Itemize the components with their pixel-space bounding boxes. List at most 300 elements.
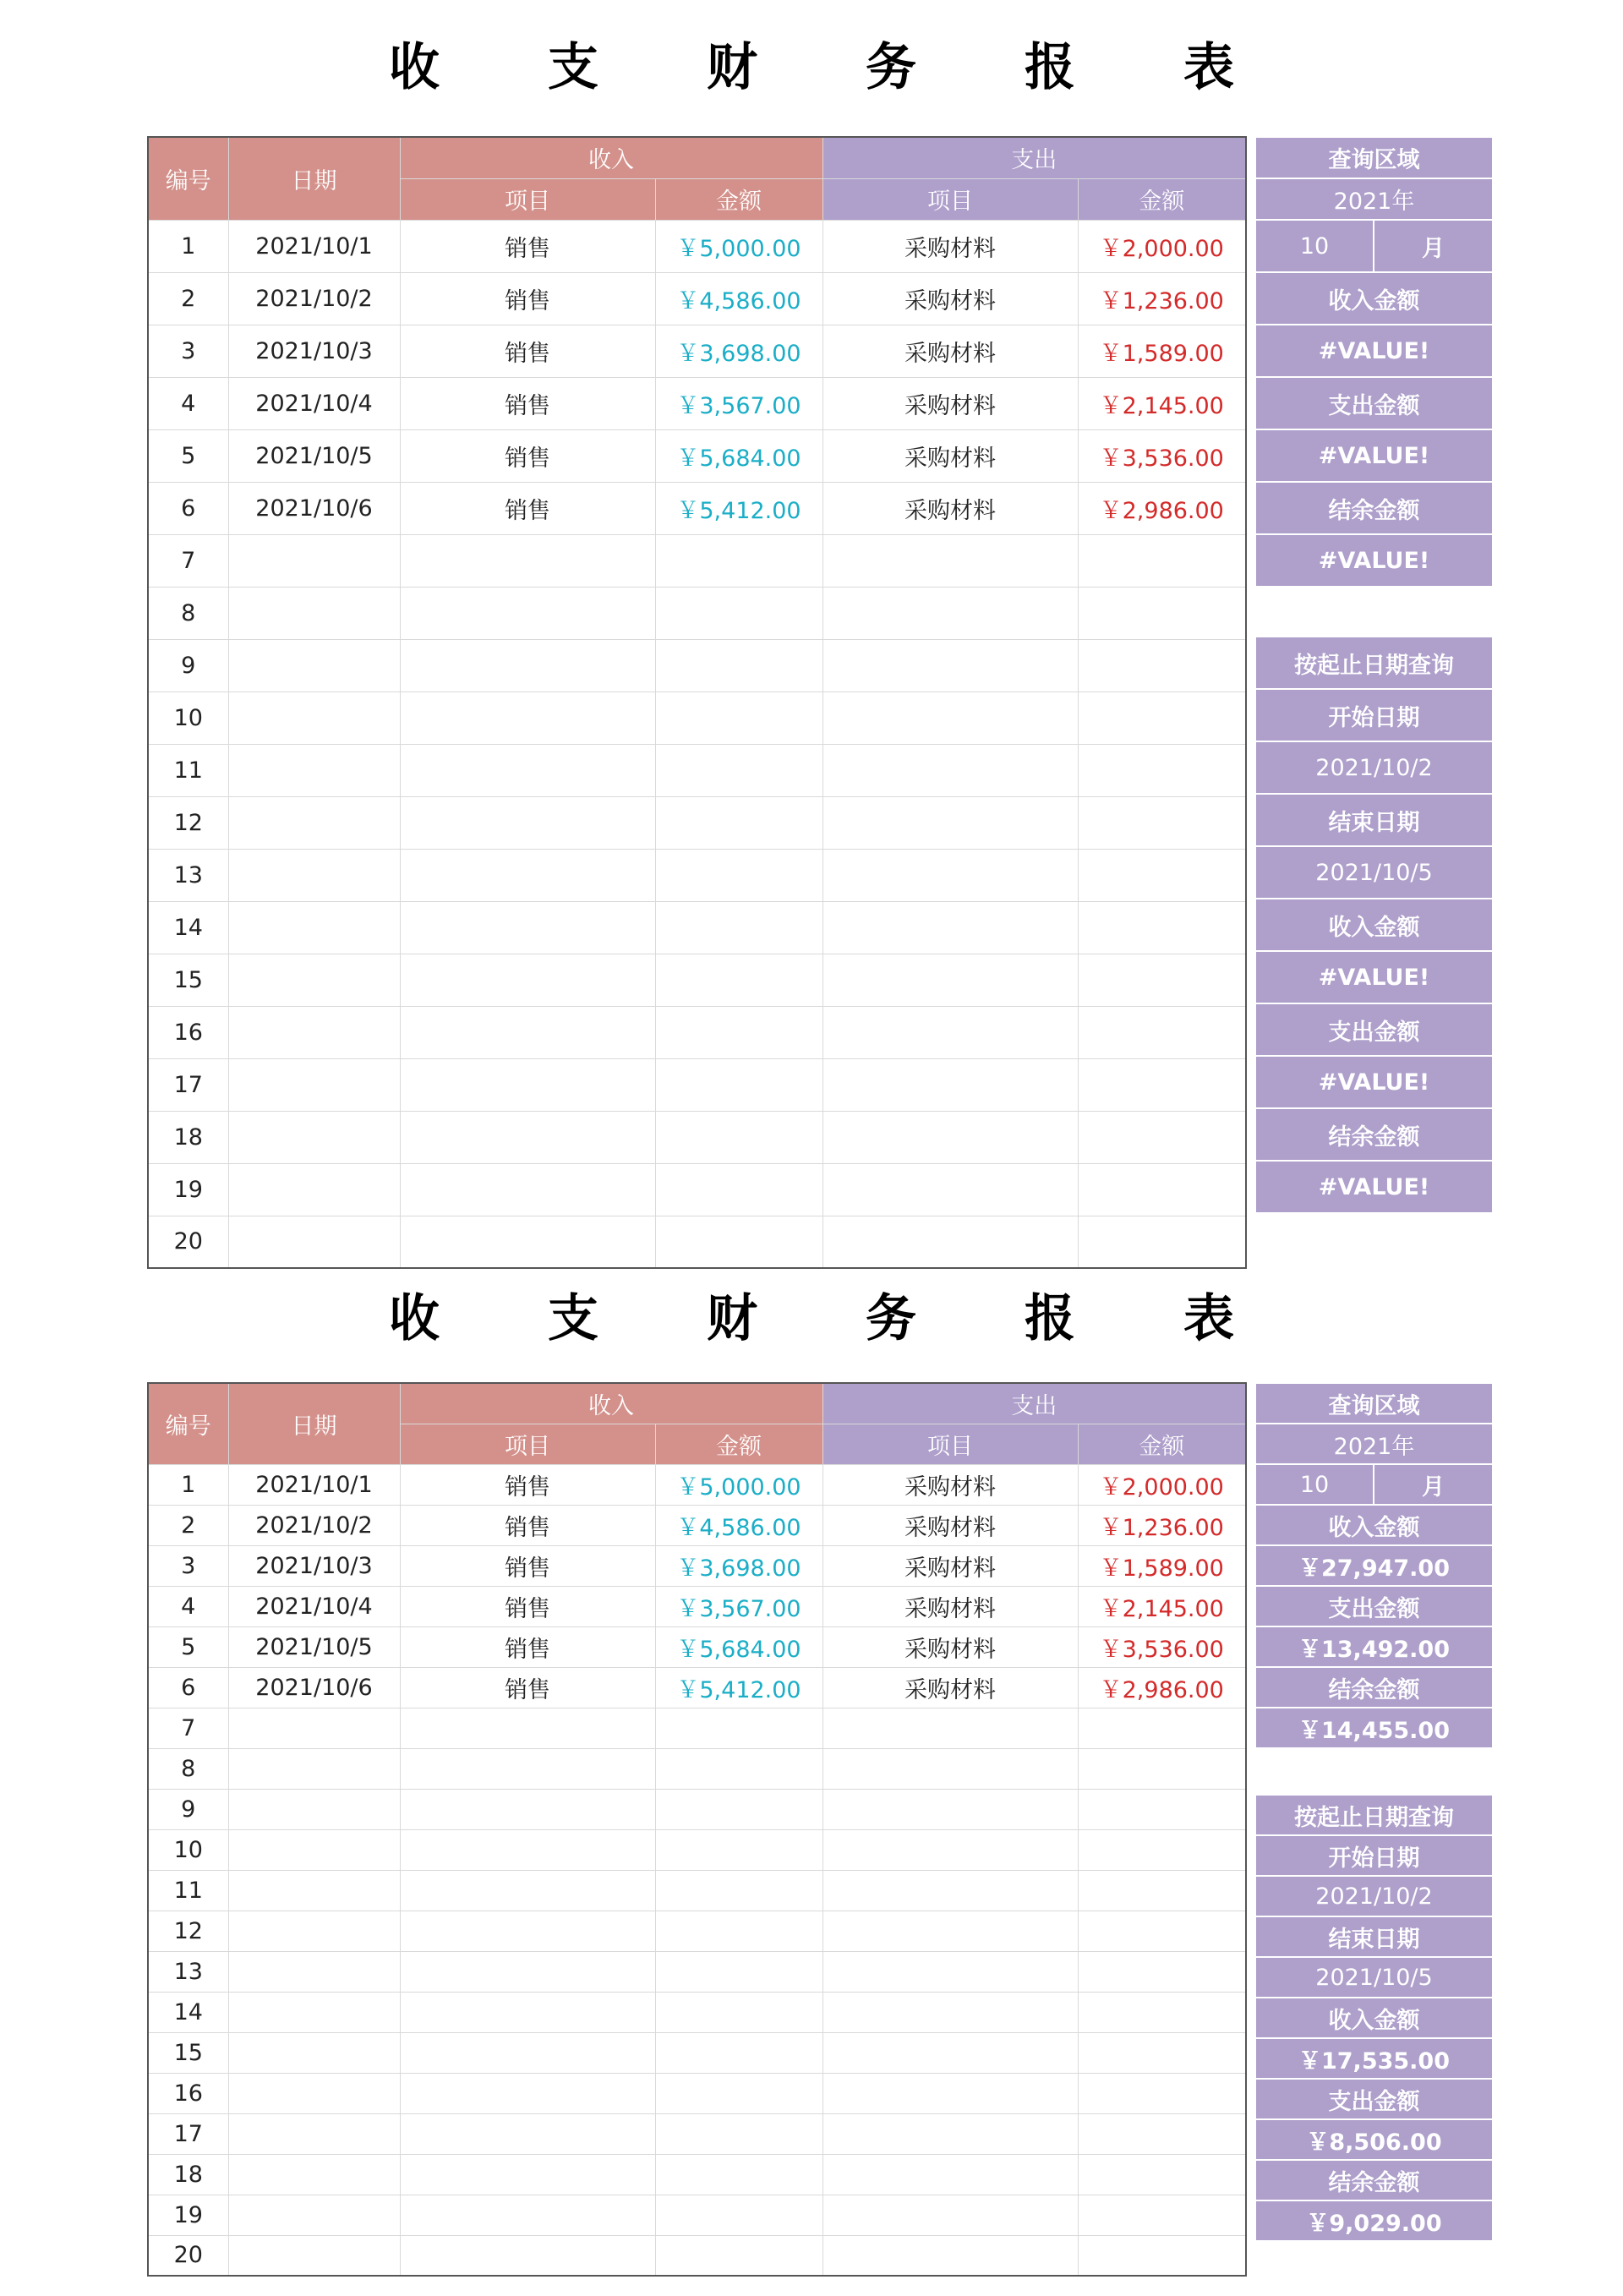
end-date-label: 结束日期	[1255, 1916, 1493, 1957]
range-balance-value: ￥9,029.00	[1255, 2200, 1493, 2241]
table-row	[148, 1626, 1246, 1667]
date-cell[interactable]	[228, 1006, 400, 1058]
month-expense-label: 支出金额	[1255, 1586, 1493, 1626]
expense-item-cell[interactable]: 采购材料	[822, 325, 1078, 377]
expense-item-cell[interactable]	[822, 744, 1078, 796]
income-amount-cell[interactable]	[655, 534, 822, 587]
income-item-cell[interactable]	[400, 2032, 655, 2073]
date-cell[interactable]	[228, 1951, 400, 1992]
expense-amount-cell[interactable]	[1078, 1748, 1246, 1789]
table-row	[148, 1911, 1246, 1951]
income-amount-cell[interactable]	[655, 954, 822, 1006]
row-number-cell[interactable]: 6	[148, 1667, 228, 1708]
income-amount-cell[interactable]	[655, 639, 822, 692]
expense-item-cell[interactable]	[822, 849, 1078, 901]
expense-item-cell[interactable]	[822, 796, 1078, 849]
income-amount-cell[interactable]	[655, 2195, 822, 2235]
row-number-cell[interactable]: 15	[148, 2032, 228, 2073]
income-item-cell[interactable]: 销售	[400, 1626, 655, 1667]
income-amount-cell[interactable]: ￥5,000.00	[655, 1464, 822, 1505]
income-item-cell[interactable]	[400, 1163, 655, 1216]
row-number-cell[interactable]: 18	[148, 2154, 228, 2195]
row-number-cell[interactable]: 11	[148, 1870, 228, 1911]
expense-amount-cell[interactable]	[1078, 1829, 1246, 1870]
income-item-cell[interactable]	[400, 692, 655, 744]
income-item-cell[interactable]	[400, 1748, 655, 1789]
table-row	[148, 2032, 1246, 2073]
range-query-title: 按起止日期查询	[1255, 1795, 1493, 1835]
expense-item-cell[interactable]: 采购材料	[822, 482, 1078, 534]
income-amount-cell[interactable]	[655, 692, 822, 744]
table-row	[148, 1464, 1246, 1505]
date-cell[interactable]	[228, 534, 400, 587]
expense-amount-cell[interactable]: ￥2,145.00	[1078, 1586, 1246, 1626]
range-balance-value: #VALUE!	[1255, 1161, 1493, 1213]
title-char: 财	[707, 38, 757, 97]
date-cell[interactable]: 2021/10/1	[228, 1464, 400, 1505]
row-number-cell[interactable]: 13	[148, 849, 228, 901]
income-amount-cell[interactable]	[655, 2113, 822, 2154]
expense-amount-cell[interactable]	[1078, 744, 1246, 796]
income-amount-cell[interactable]: ￥3,698.00	[655, 1545, 822, 1586]
end-date-value[interactable]: 2021/10/5	[1255, 1957, 1493, 1998]
row-number-cell[interactable]: 2	[148, 272, 228, 325]
expense-item-cell[interactable]	[822, 1748, 1078, 1789]
query-month[interactable]: 10	[1255, 220, 1374, 272]
expense-item-cell[interactable]	[822, 1829, 1078, 1870]
query-year[interactable]: 2021年	[1255, 1424, 1493, 1464]
date-cell[interactable]	[228, 2235, 400, 2276]
date-cell[interactable]	[228, 639, 400, 692]
expense-amount-cell[interactable]: ￥2,986.00	[1078, 1667, 1246, 1708]
row-number-cell[interactable]: 4	[148, 1586, 228, 1626]
income-amount-cell[interactable]	[655, 1829, 822, 1870]
header-income-item: 项目	[400, 178, 655, 220]
income-item-cell[interactable]	[400, 587, 655, 639]
income-item-cell[interactable]	[400, 639, 655, 692]
header-no: 编号	[148, 1383, 228, 1464]
expense-item-cell[interactable]	[822, 1058, 1078, 1111]
expense-item-cell[interactable]	[822, 2235, 1078, 2276]
expense-item-cell[interactable]	[822, 2032, 1078, 2073]
expense-amount-cell[interactable]	[1078, 901, 1246, 954]
income-amount-cell[interactable]	[655, 2235, 822, 2276]
row-number-cell[interactable]: 3	[148, 1545, 228, 1586]
title-char: 收	[389, 38, 440, 97]
date-cell[interactable]	[228, 1748, 400, 1789]
table-row	[148, 482, 1246, 534]
date-cell[interactable]: 2021/10/3	[228, 325, 400, 377]
range-income-value: ￥17,535.00	[1255, 2038, 1493, 2079]
table-row	[148, 901, 1246, 954]
expense-item-cell[interactable]: 采购材料	[822, 220, 1078, 272]
income-item-cell[interactable]: 销售	[400, 377, 655, 429]
income-item-cell[interactable]	[400, 2235, 655, 2276]
income-item-cell[interactable]: 销售	[400, 1505, 655, 1545]
row-number-cell[interactable]: 20	[148, 2235, 228, 2276]
expense-item-cell[interactable]	[822, 587, 1078, 639]
income-amount-cell[interactable]	[655, 1163, 822, 1216]
expense-item-cell[interactable]: 采购材料	[822, 1464, 1078, 1505]
expense-item-cell[interactable]: 采购材料	[822, 429, 1078, 482]
row-number-cell[interactable]: 8	[148, 587, 228, 639]
income-amount-cell[interactable]: ￥3,567.00	[655, 377, 822, 429]
income-item-cell[interactable]	[400, 849, 655, 901]
income-amount-cell[interactable]	[655, 1058, 822, 1111]
row-number-cell[interactable]: 19	[148, 1163, 228, 1216]
expense-item-cell[interactable]: 采购材料	[822, 1586, 1078, 1626]
header-income-item: 项目	[400, 1424, 655, 1464]
expense-item-cell[interactable]	[822, 2073, 1078, 2113]
table-row	[148, 1505, 1246, 1545]
row-number-cell[interactable]: 18	[148, 1111, 228, 1163]
expense-item-cell[interactable]: 采购材料	[822, 1667, 1078, 1708]
start-date-label: 开始日期	[1255, 1835, 1493, 1876]
title-char: 表	[1183, 1289, 1234, 1348]
table-row	[148, 587, 1246, 639]
income-amount-cell[interactable]: ￥3,567.00	[655, 1586, 822, 1626]
income-amount-cell[interactable]	[655, 901, 822, 954]
month-query-title: 查询区域	[1255, 137, 1493, 178]
date-cell[interactable]	[228, 1708, 400, 1748]
income-amount-cell[interactable]	[655, 1111, 822, 1163]
range-query-panel	[1254, 1794, 1494, 2242]
row-number-cell[interactable]: 13	[148, 1951, 228, 1992]
month-balance-label: 结余金额	[1255, 1667, 1493, 1708]
row-number-cell[interactable]: 10	[148, 1829, 228, 1870]
expense-amount-cell[interactable]	[1078, 954, 1246, 1006]
row-number-cell[interactable]: 5	[148, 1626, 228, 1667]
expense-item-cell[interactable]: 采购材料	[822, 1626, 1078, 1667]
expense-item-cell[interactable]	[822, 1870, 1078, 1911]
expense-amount-cell[interactable]	[1078, 2235, 1246, 2276]
date-cell[interactable]	[228, 796, 400, 849]
expense-amount-cell[interactable]	[1078, 1870, 1246, 1911]
date-cell[interactable]: 2021/10/2	[228, 272, 400, 325]
row-number-cell[interactable]: 12	[148, 796, 228, 849]
income-amount-cell[interactable]	[655, 1992, 822, 2032]
table-row	[148, 1545, 1246, 1586]
title-char: 报	[1025, 38, 1075, 97]
expense-amount-cell[interactable]	[1078, 2154, 1246, 2195]
start-date-value[interactable]: 2021/10/2	[1255, 741, 1493, 794]
expense-amount-cell[interactable]: ￥3,536.00	[1078, 1626, 1246, 1667]
date-cell[interactable]	[228, 692, 400, 744]
row-number-cell[interactable]: 9	[148, 1789, 228, 1829]
date-cell[interactable]: 2021/10/2	[228, 1505, 400, 1545]
income-amount-cell[interactable]	[655, 744, 822, 796]
range-income-value: #VALUE!	[1255, 951, 1493, 1003]
expense-item-cell[interactable]	[822, 1789, 1078, 1829]
expense-item-cell[interactable]: 采购材料	[822, 1545, 1078, 1586]
income-amount-cell[interactable]	[655, 1870, 822, 1911]
income-item-cell[interactable]	[400, 2073, 655, 2113]
date-cell[interactable]	[228, 1870, 400, 1911]
expense-item-cell[interactable]	[822, 1911, 1078, 1951]
month-income-label: 收入金额	[1255, 272, 1493, 325]
date-cell[interactable]	[228, 744, 400, 796]
table-row	[148, 1748, 1246, 1789]
title-char: 表	[1183, 38, 1234, 97]
date-cell[interactable]	[228, 1789, 400, 1829]
title-char: 务	[866, 38, 916, 97]
income-item-cell[interactable]	[400, 1789, 655, 1829]
row-number-cell[interactable]: 2	[148, 1505, 228, 1545]
income-item-cell[interactable]: 销售	[400, 325, 655, 377]
query-month[interactable]: 10	[1255, 1464, 1374, 1505]
expense-item-cell[interactable]	[822, 692, 1078, 744]
expense-amount-cell[interactable]	[1078, 2113, 1246, 2154]
row-number-cell[interactable]: 20	[148, 1216, 228, 1268]
expense-item-cell[interactable]	[822, 1111, 1078, 1163]
expense-item-cell[interactable]	[822, 2113, 1078, 2154]
expense-item-cell[interactable]	[822, 954, 1078, 1006]
expense-amount-cell[interactable]	[1078, 1163, 1246, 1216]
expense-item-cell[interactable]	[822, 1708, 1078, 1748]
date-cell[interactable]	[228, 587, 400, 639]
date-cell[interactable]	[228, 2154, 400, 2195]
table-row	[148, 639, 1246, 692]
row-number-cell[interactable]: 7	[148, 1708, 228, 1748]
header-date: 日期	[228, 1383, 400, 1464]
row-number-cell[interactable]: 14	[148, 901, 228, 954]
header-date: 日期	[228, 137, 400, 220]
date-cell[interactable]	[228, 1058, 400, 1111]
expense-item-cell[interactable]	[822, 1992, 1078, 2032]
expense-amount-cell[interactable]	[1078, 1789, 1246, 1829]
row-number-cell[interactable]: 11	[148, 744, 228, 796]
row-number-cell[interactable]: 19	[148, 2195, 228, 2235]
start-date-value[interactable]: 2021/10/2	[1255, 1876, 1493, 1916]
date-cell[interactable]: 2021/10/4	[228, 1586, 400, 1626]
income-item-cell[interactable]	[400, 1058, 655, 1111]
date-cell[interactable]: 2021/10/6	[228, 482, 400, 534]
income-item-cell[interactable]	[400, 744, 655, 796]
table-row	[148, 1870, 1246, 1911]
income-item-cell[interactable]	[400, 1992, 655, 2032]
table-row	[148, 272, 1246, 325]
income-item-cell[interactable]: 销售	[400, 429, 655, 482]
income-amount-cell[interactable]	[655, 1789, 822, 1829]
expense-item-cell[interactable]	[822, 639, 1078, 692]
row-number-cell[interactable]: 3	[148, 325, 228, 377]
income-amount-cell[interactable]	[655, 1006, 822, 1058]
expense-amount-cell[interactable]	[1078, 1911, 1246, 1951]
date-cell[interactable]	[228, 1111, 400, 1163]
month-balance-value: ￥14,455.00	[1255, 1708, 1493, 1748]
expense-amount-cell[interactable]	[1078, 1006, 1246, 1058]
row-number-cell[interactable]: 17	[148, 1058, 228, 1111]
row-number-cell[interactable]: 1	[148, 1464, 228, 1505]
income-amount-cell[interactable]: ￥5,684.00	[655, 429, 822, 482]
table-row	[148, 1111, 1246, 1163]
expense-amount-cell[interactable]	[1078, 796, 1246, 849]
income-amount-cell[interactable]: ￥5,412.00	[655, 482, 822, 534]
date-cell[interactable]	[228, 849, 400, 901]
row-number-cell[interactable]: 10	[148, 692, 228, 744]
expense-amount-cell[interactable]	[1078, 2073, 1246, 2113]
expense-amount-cell[interactable]	[1078, 534, 1246, 587]
expense-amount-cell[interactable]	[1078, 2195, 1246, 2235]
range-balance-label: 结余金额	[1255, 1108, 1493, 1161]
date-cell[interactable]: 2021/10/5	[228, 1626, 400, 1667]
income-item-cell[interactable]	[400, 1708, 655, 1748]
expense-amount-cell[interactable]	[1078, 1058, 1246, 1111]
date-cell[interactable]: 2021/10/3	[228, 1545, 400, 1586]
expense-amount-cell[interactable]: ￥2,000.00	[1078, 220, 1246, 272]
row-number-cell[interactable]: 16	[148, 2073, 228, 2113]
table-row	[148, 377, 1246, 429]
income-amount-cell[interactable]	[655, 849, 822, 901]
expense-item-cell[interactable]	[822, 2154, 1078, 2195]
expense-amount-cell[interactable]	[1078, 639, 1246, 692]
income-item-cell[interactable]	[400, 901, 655, 954]
income-item-cell[interactable]	[400, 2195, 655, 2235]
date-cell[interactable]	[228, 2032, 400, 2073]
income-amount-cell[interactable]: ￥3,698.00	[655, 325, 822, 377]
income-item-cell[interactable]	[400, 954, 655, 1006]
table-row	[148, 1789, 1246, 1829]
income-item-cell[interactable]	[400, 1006, 655, 1058]
row-number-cell[interactable]: 4	[148, 377, 228, 429]
income-amount-cell[interactable]	[655, 1708, 822, 1748]
date-cell[interactable]: 2021/10/1	[228, 220, 400, 272]
expense-amount-cell[interactable]: ￥1,236.00	[1078, 1505, 1246, 1545]
income-amount-cell[interactable]	[655, 796, 822, 849]
row-number-cell[interactable]: 15	[148, 954, 228, 1006]
income-item-cell[interactable]	[400, 2154, 655, 2195]
date-cell[interactable]	[228, 1163, 400, 1216]
date-cell[interactable]: 2021/10/4	[228, 377, 400, 429]
row-number-cell[interactable]: 8	[148, 1748, 228, 1789]
income-item-cell[interactable]	[400, 2113, 655, 2154]
row-number-cell[interactable]: 16	[148, 1006, 228, 1058]
income-amount-cell[interactable]	[655, 587, 822, 639]
date-cell[interactable]	[228, 901, 400, 954]
range-query-panel	[1254, 636, 1494, 1214]
row-number-cell[interactable]: 12	[148, 1911, 228, 1951]
header-income: 收入	[400, 1383, 822, 1424]
expense-item-cell[interactable]: 采购材料	[822, 272, 1078, 325]
date-cell[interactable]	[228, 1829, 400, 1870]
income-item-cell[interactable]	[400, 1111, 655, 1163]
expense-item-cell[interactable]	[822, 534, 1078, 587]
table-row	[148, 1586, 1246, 1626]
income-item-cell[interactable]: 销售	[400, 1667, 655, 1708]
expense-item-cell[interactable]	[822, 1951, 1078, 1992]
income-item-cell[interactable]	[400, 796, 655, 849]
income-item-cell[interactable]: 销售	[400, 1545, 655, 1586]
expense-amount-cell[interactable]: ￥2,145.00	[1078, 377, 1246, 429]
income-item-cell[interactable]	[400, 1911, 655, 1951]
income-item-cell[interactable]: 销售	[400, 272, 655, 325]
date-cell[interactable]	[228, 2073, 400, 2113]
expense-amount-cell[interactable]: ￥2,986.00	[1078, 482, 1246, 534]
date-cell[interactable]	[228, 1911, 400, 1951]
date-cell[interactable]	[228, 1992, 400, 2032]
report-title	[355, 0, 1268, 127]
date-cell[interactable]	[228, 2113, 400, 2154]
income-amount-cell[interactable]: ￥4,586.00	[655, 1505, 822, 1545]
date-cell[interactable]	[228, 954, 400, 1006]
expense-amount-cell[interactable]	[1078, 1708, 1246, 1748]
expense-amount-cell[interactable]: ￥3,536.00	[1078, 429, 1246, 482]
expense-item-cell[interactable]: 采购材料	[822, 1505, 1078, 1545]
expense-amount-cell[interactable]	[1078, 1951, 1246, 1992]
income-amount-cell[interactable]	[655, 2073, 822, 2113]
table-row	[148, 1163, 1246, 1216]
row-number-cell[interactable]: 1	[148, 220, 228, 272]
table-row	[148, 1992, 1246, 2032]
expense-amount-cell[interactable]: ￥2,000.00	[1078, 1464, 1246, 1505]
row-number-cell[interactable]: 7	[148, 534, 228, 587]
income-item-cell[interactable]	[400, 1870, 655, 1911]
expense-amount-cell[interactable]: ￥1,589.00	[1078, 325, 1246, 377]
header-expense-item: 项目	[822, 1424, 1078, 1464]
income-amount-cell[interactable]: ￥5,684.00	[655, 1626, 822, 1667]
query-year[interactable]: 2021年	[1255, 178, 1493, 220]
income-amount-cell[interactable]	[655, 2154, 822, 2195]
expense-amount-cell[interactable]	[1078, 2032, 1246, 2073]
end-date-value[interactable]: 2021/10/5	[1255, 846, 1493, 899]
income-amount-cell[interactable]: ￥5,412.00	[655, 1667, 822, 1708]
query-month-unit: 月	[1374, 1464, 1493, 1505]
header-expense-item: 项目	[822, 178, 1078, 220]
month-expense-value: ￥13,492.00	[1255, 1626, 1493, 1667]
expense-item-cell[interactable]: 采购材料	[822, 377, 1078, 429]
row-number-cell[interactable]: 5	[148, 429, 228, 482]
income-item-cell[interactable]: 销售	[400, 482, 655, 534]
expense-amount-cell[interactable]: ￥1,589.00	[1078, 1545, 1246, 1586]
income-item-cell[interactable]	[400, 1951, 655, 1992]
table-row	[148, 429, 1246, 482]
expense-item-cell[interactable]	[822, 1006, 1078, 1058]
end-date-label: 结束日期	[1255, 794, 1493, 846]
income-amount-cell[interactable]	[655, 1748, 822, 1789]
expense-item-cell[interactable]	[822, 1163, 1078, 1216]
date-cell[interactable]: 2021/10/5	[228, 429, 400, 482]
row-number-cell[interactable]: 6	[148, 482, 228, 534]
expense-amount-cell[interactable]	[1078, 692, 1246, 744]
row-number-cell[interactable]: 9	[148, 639, 228, 692]
table-row	[148, 796, 1246, 849]
expense-amount-cell[interactable]	[1078, 849, 1246, 901]
expense-amount-cell[interactable]	[1078, 1111, 1246, 1163]
row-number-cell[interactable]: 14	[148, 1992, 228, 2032]
expense-item-cell[interactable]	[822, 2195, 1078, 2235]
expense-amount-cell[interactable]	[1078, 1992, 1246, 2032]
table-row	[148, 1951, 1246, 1992]
title-char: 务	[866, 1289, 916, 1348]
income-item-cell[interactable]	[400, 1829, 655, 1870]
income-amount-cell[interactable]: ￥5,000.00	[655, 220, 822, 272]
date-cell[interactable]: 2021/10/6	[228, 1667, 400, 1708]
expense-amount-cell[interactable]	[1078, 587, 1246, 639]
income-amount-cell[interactable]	[655, 1911, 822, 1951]
income-amount-cell[interactable]	[655, 2032, 822, 2073]
expense-amount-cell[interactable]: ￥1,236.00	[1078, 272, 1246, 325]
income-item-cell[interactable]	[400, 534, 655, 587]
income-amount-cell[interactable]	[655, 1951, 822, 1992]
income-item-cell[interactable]: 销售	[400, 1586, 655, 1626]
date-cell[interactable]	[228, 2195, 400, 2235]
income-item-cell[interactable]: 销售	[400, 220, 655, 272]
income-amount-cell[interactable]: ￥4,586.00	[655, 272, 822, 325]
row-number-cell[interactable]: 17	[148, 2113, 228, 2154]
header-income: 收入	[400, 137, 822, 178]
expense-item-cell[interactable]	[822, 901, 1078, 954]
income-item-cell[interactable]: 销售	[400, 1464, 655, 1505]
